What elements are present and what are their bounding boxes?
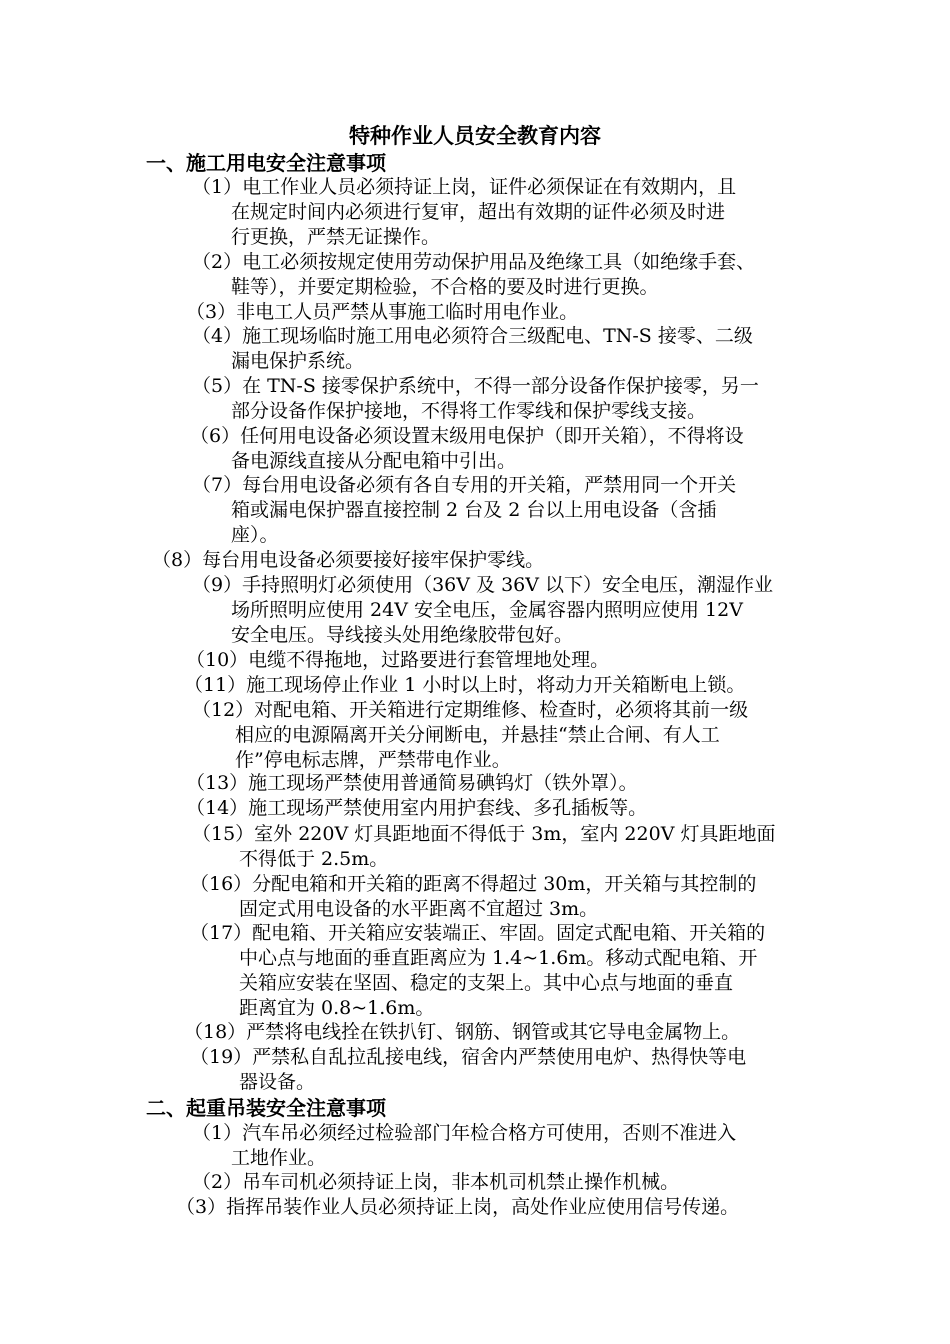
list-item: （2）电工必须按规定使用劳动保护用品及绝缘工具（如绝缘手套、 鞋等），并要定期检验，不合格的要及时进行更换。 bbox=[192, 251, 756, 298]
list-item: （8）每台用电设备必须要接好接牢保护零线。 bbox=[152, 549, 545, 571]
list-item: （19）严禁私自乱拉乱接电线，宿舍内严禁使用电炉、热得快等电 器设备。 bbox=[190, 1046, 747, 1093]
list-item: （12）对配电箱、开关箱进行定期维修、检查时，必须将其前一级 相应的电源隔离开关分闸断电，并悬挂“禁止合闸、有人工 作”停电标志牌，严禁带电作业。 bbox=[192, 699, 749, 771]
list-item: （10）电缆不得拖地，过路要进行套管埋地处理。 bbox=[186, 649, 610, 671]
list-item: （18）严禁将电线拴在铁扒钉、钢筋、钢管或其它导电金属物上。 bbox=[184, 1021, 741, 1043]
list-item: （4）施工现场临时施工用电必须符合三级配电、TN-S 接零、二级 漏电保护系统。 bbox=[192, 325, 753, 372]
list-item: （15）室外 220V 灯具距地面不得低于 3m，室内 220V 灯具距地面 不得低于 2.5m。 bbox=[192, 823, 776, 870]
list-item: （16）分配电箱和开关箱的距离不得超过 30m，开关箱与其控制的 固定式用电设备的水平距离不宜超过 3m。 bbox=[190, 873, 757, 920]
list-item: （17）配电箱、开关箱应安装端正、牢固。固定式配电箱、开关箱的 中心点与地面的垂直距离应为 1.4~1.6m。移动式配电箱、开 关箱应安装在坚固、稳定的支架上。其中心点与地面的垂直 距离宜为 0.8~1.6m。 bbox=[190, 922, 766, 1019]
list-item: （2）吊车司机必须持证上岗，非本机司机禁止操作机械。 bbox=[192, 1171, 680, 1193]
list-item: （5）在 TN-S 接零保护系统中，不得一部分设备作保护接零，另一 部分设备作保护接地，不得将工作零线和保护零线支接。 bbox=[192, 375, 759, 422]
section-heading-electricity: 一、施工用电安全注意事项 bbox=[146, 151, 386, 175]
section-heading-lifting: 二、起重吊装安全注意事项 bbox=[146, 1096, 386, 1120]
list-item: （13）施工现场严禁使用普通简易碘钨灯（铁外罩）。 bbox=[186, 772, 638, 794]
list-item: （6）任何用电设备必须设置末级用电保护（即开关箱），不得将设 备电源线直接从分配电箱中引出。 bbox=[190, 425, 744, 472]
document-title: 特种作业人员安全教育内容 bbox=[349, 123, 601, 148]
list-item: （3）指挥吊装作业人员必须持证上岗，高处作业应使用信号传递。 bbox=[176, 1196, 740, 1218]
list-item: （3）非电工人员严禁从事施工临时用电作业。 bbox=[186, 301, 579, 323]
list-item: （1）汽车吊必须经过检验部门年检合格方可使用，否则不准进入 工地作业。 bbox=[192, 1122, 737, 1169]
list-item: （14）施工现场严禁使用室内用护套线、多孔插板等。 bbox=[186, 797, 648, 819]
list-item: （11）施工现场停止作业 1 小时以上时，将动力开关箱断电上锁。 bbox=[184, 674, 746, 696]
list-item: （9）手持照明灯必须使用（36V 及 36V 以下）安全电压，潮湿作业 场所照明应使用 24V 安全电压，金属容器内照明应使用 12V 安全电压。导线接头处用绝缘胶带包好。 bbox=[192, 574, 774, 646]
list-item: （7）每台用电设备必须有各自专用的开关箱，严禁用同一个开关 箱或漏电保护器直接控制 2 台及 2 台以上用电设备（含插 座）。 bbox=[192, 474, 737, 546]
list-item: （1）电工作业人员必须持证上岗，证件必须保证在有效期内，且 在规定时间内必须进行复审，超出有效期的证件必须及时进 行更换，严禁无证操作。 bbox=[192, 176, 737, 248]
